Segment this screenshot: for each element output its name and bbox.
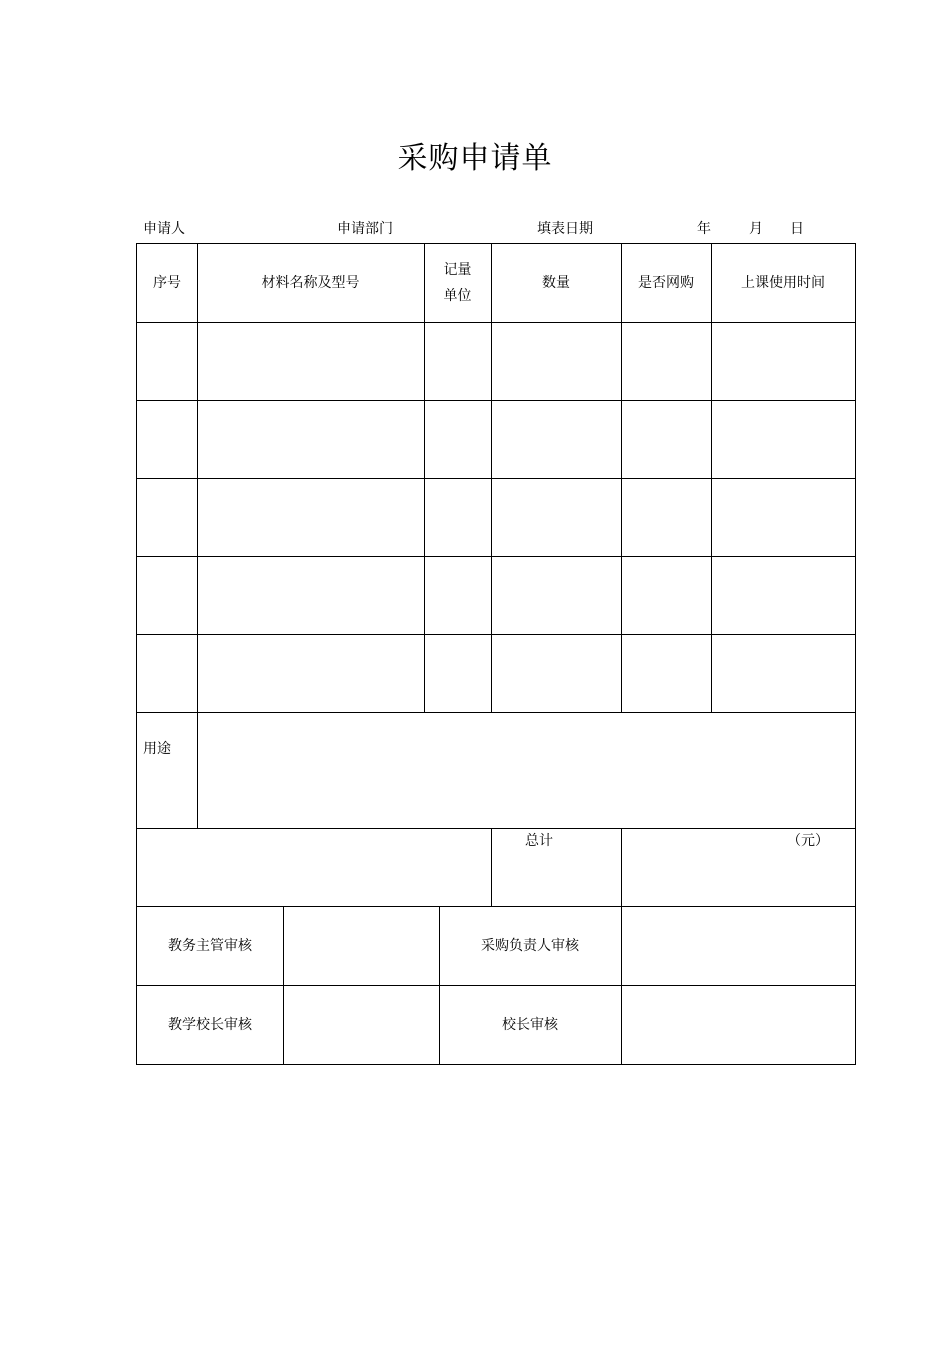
purpose-field[interactable] <box>198 713 855 828</box>
year-label: 年 <box>697 221 711 237</box>
date-label: 填表日期 <box>537 221 593 237</box>
col-header-unit <box>424 244 491 322</box>
teaching-principal-label: 教学校长审核 <box>168 1016 252 1033</box>
total-blank-field[interactable] <box>137 829 491 906</box>
item-row-3[interactable] <box>137 478 855 556</box>
applicant-label: 申请人 <box>143 221 185 237</box>
item-row-2[interactable] <box>137 400 855 478</box>
day-label: 日 <box>790 221 804 237</box>
academic-supervisor-signature[interactable] <box>284 907 439 985</box>
item-row-1[interactable] <box>137 322 855 400</box>
col-divider <box>491 828 492 906</box>
page-title: 采购申请单 <box>397 141 553 176</box>
col-header-unit-line1: 记量 <box>443 262 472 278</box>
col-header-online: 是否网购 <box>638 275 694 291</box>
item-row-4[interactable] <box>137 556 855 634</box>
purchase-request-table <box>136 243 856 1065</box>
department-label: 申请部门 <box>337 221 393 237</box>
item-row-5[interactable] <box>137 634 855 712</box>
principal-signature[interactable] <box>622 986 855 1064</box>
col-header-quantity: 数量 <box>542 275 570 291</box>
col-header-serial: 序号 <box>153 275 181 291</box>
col-header-class-time: 上课使用时间 <box>741 275 825 291</box>
principal-label: 校长审核 <box>502 1016 558 1033</box>
total-label: 总计 <box>525 833 553 849</box>
total-unit-label: （元） <box>787 833 829 849</box>
purchase-manager-signature[interactable] <box>622 907 855 985</box>
academic-supervisor-label: 教务主管审核 <box>168 937 252 954</box>
month-label: 月 <box>749 221 763 237</box>
col-header-unit-line2: 单位 <box>443 288 472 304</box>
col-header-material: 材料名称及型号 <box>261 275 360 291</box>
purpose-label: 用途 <box>143 741 171 757</box>
teaching-principal-signature[interactable] <box>284 986 439 1064</box>
purchase-manager-label: 采购负责人审核 <box>481 937 579 954</box>
